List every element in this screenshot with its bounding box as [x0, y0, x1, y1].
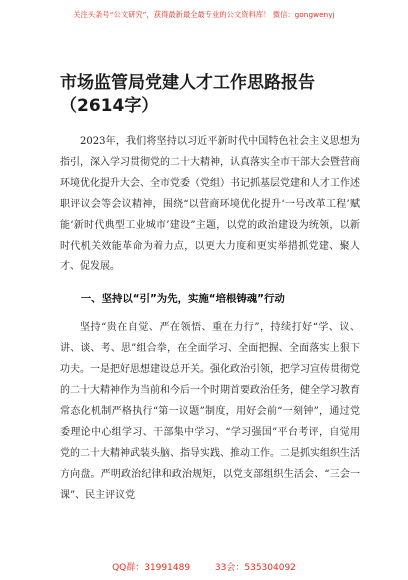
header-banner: 关注头条号“公文研究”，获得最新最全最专业的公文资料库！ 微信：gongwenyj: [73, 10, 335, 19]
footer-qq-group-2: 33会：535304092: [214, 563, 296, 573]
section-1-paragraph: 坚持“贵在自觉、严在领悟、重在力行”，持续打好“学、议、讲、谈、考、思”组合拳，在全面学习、全面把握、全面落实上狠下功夫。一是把好思想建设总开关。强化政治引领，把学习宣传贯彻党的二十大精神作为当前和今后一个时期首要政治任务，健全学习教育常态化机制严格执行“第一议题”制度，用好会前“一刻钟”，通过党委理论中心组学习、干部集中学习、“学习强国”平台考评，自觉用党的二十大精神武装头脑、指导实践、推动工作。二是抓实组织生活方向盘。严明政治纪律和政治规矩，以党支部组织生活会、“三会一课”、民主评议党: [60, 322, 360, 501]
footer-contact: [0, 560, 408, 573]
section-heading-1: 一、坚持以“引”为先，实施“培根铸魂”行动: [80, 293, 285, 306]
intro-paragraph: 2023年，我们将坚持以习近平新时代中国特色社会主义思想为指引，深入学习贯彻党的二十大精神，认真落实全市干部大会暨营商环境优化提升大会、全市党委（党组）书记抓基层党建和人才工作述职评议会等会议精神，围绕“以营商环境优化提升‘一号改革工程’赋能‘新时代典型工业城市’建设”主题，以党的政治建设为统领，以新时代机关效能革命为着力点，以更大力度和更实举措抓党建、聚人才、促发展。: [60, 136, 360, 273]
document-body: [60, 132, 360, 507]
footer-qq-group: QQ群：31991489: [112, 563, 191, 573]
document-title: 市场监管局党建人才工作思路报告（2614字）: [60, 73, 315, 116]
